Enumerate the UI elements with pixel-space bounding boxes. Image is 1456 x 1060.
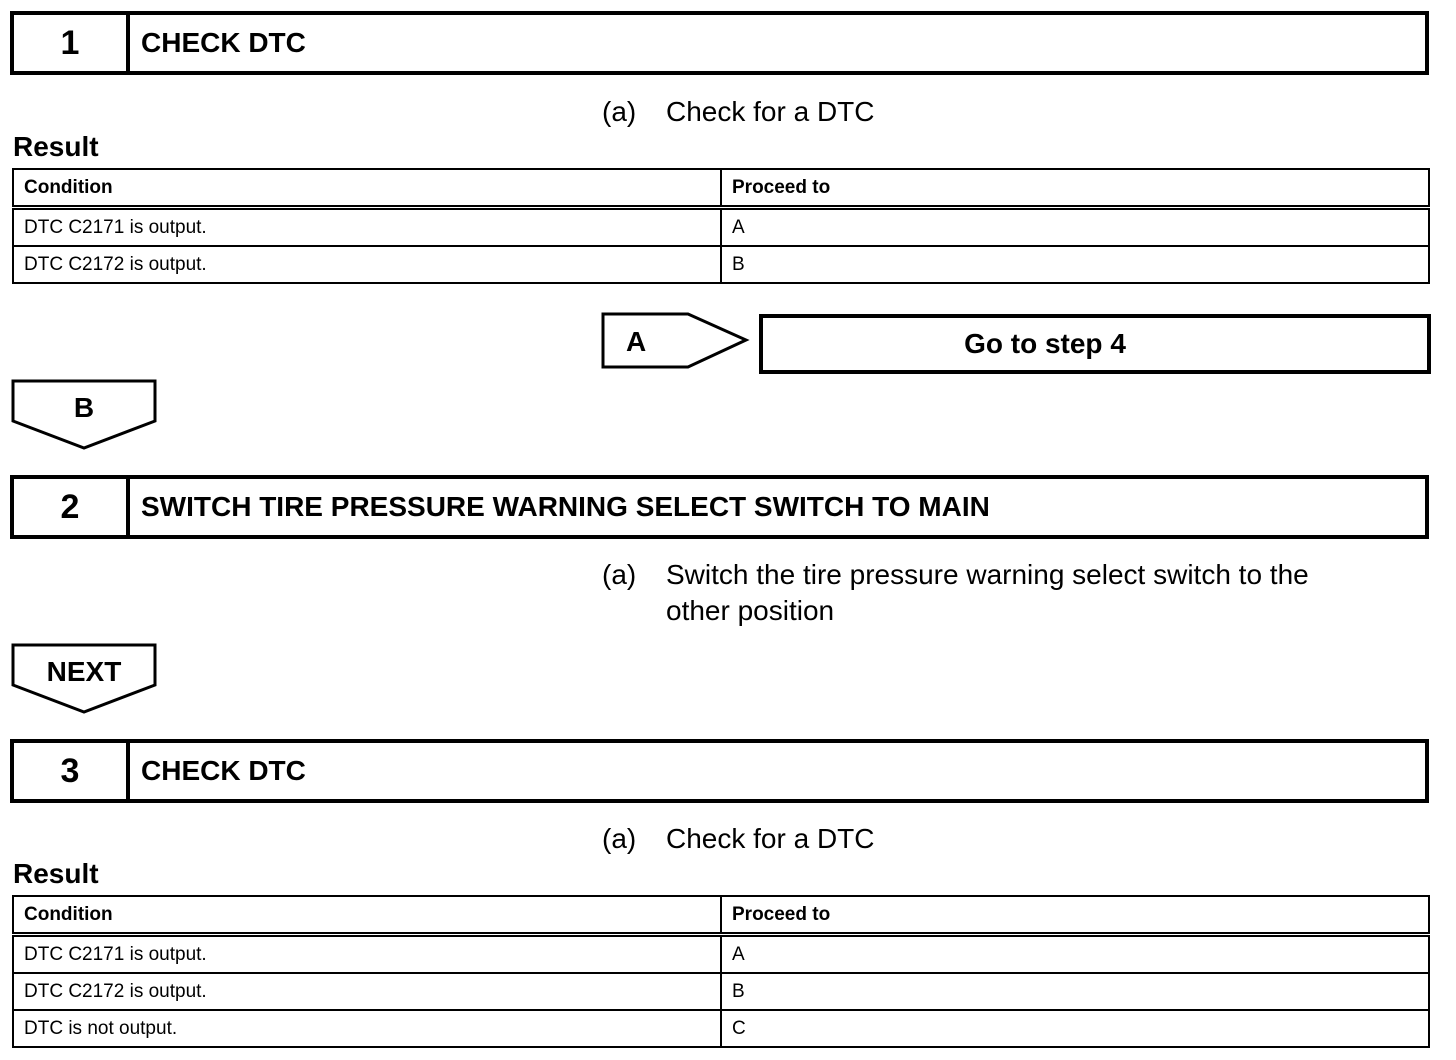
- branch-a-arrow: [600, 311, 752, 371]
- next-arrow: [10, 642, 160, 718]
- result-label: Result: [13, 858, 99, 889]
- column-header-proceed-to: Proceed to: [721, 169, 1429, 208]
- instruction-label: (a): [602, 96, 637, 127]
- condition-cell: DTC is not output.: [13, 1010, 721, 1047]
- instruction-text: Check for a DTC: [666, 96, 875, 127]
- column-header-proceed-to: Proceed to: [721, 896, 1429, 935]
- branch-b-label: B: [73, 392, 95, 423]
- instruction-text-line-2: other position: [666, 595, 835, 626]
- branch-b-arrow: [10, 378, 160, 454]
- table-row: [13, 1010, 1429, 1047]
- proceed-cell: C: [721, 1010, 1429, 1047]
- condition-cell: DTC C2172 is output.: [13, 973, 721, 1010]
- table-row: [13, 973, 1429, 1010]
- go-to-step-label: Go to step 4: [964, 328, 1126, 359]
- instruction-label: (a): [602, 559, 637, 590]
- table-header-row: [13, 169, 1429, 208]
- step-title: CHECK DTC: [141, 27, 306, 58]
- table-header-row: [13, 896, 1429, 935]
- instruction-label: (a): [602, 823, 637, 854]
- result-table-step-1: [12, 168, 1430, 284]
- go-to-step-4-box: [759, 314, 1431, 374]
- proceed-cell: A: [721, 208, 1429, 247]
- branch-a-label: A: [626, 326, 647, 357]
- condition-cell: DTC C2171 is output.: [13, 935, 721, 974]
- step-number: 3: [14, 743, 130, 799]
- step-1-header: [10, 11, 1429, 75]
- step-3-header: [10, 739, 1429, 803]
- step-title: SWITCH TIRE PRESSURE WARNING SELECT SWITCH TO MAIN: [141, 491, 990, 522]
- proceed-cell: B: [721, 973, 1429, 1010]
- column-header-condition: Condition: [13, 169, 721, 208]
- proceed-cell: B: [721, 246, 1429, 283]
- table-row: [13, 246, 1429, 283]
- table-row: [13, 935, 1429, 974]
- step-title: CHECK DTC: [141, 755, 306, 786]
- column-header-condition: Condition: [13, 896, 721, 935]
- step-2-header: [10, 475, 1429, 539]
- instruction-text-line-1: Switch the tire pressure warning select switch to the: [666, 559, 1309, 590]
- next-label: NEXT: [46, 656, 122, 687]
- proceed-cell: A: [721, 935, 1429, 974]
- step-number: 1: [14, 15, 130, 71]
- table-row: [13, 208, 1429, 247]
- result-table-step-3: [12, 895, 1430, 1048]
- instruction-text: Check for a DTC: [666, 823, 875, 854]
- condition-cell: DTC C2172 is output.: [13, 246, 721, 283]
- step-number: 2: [14, 479, 130, 535]
- result-label: Result: [13, 131, 99, 162]
- condition-cell: DTC C2171 is output.: [13, 208, 721, 247]
